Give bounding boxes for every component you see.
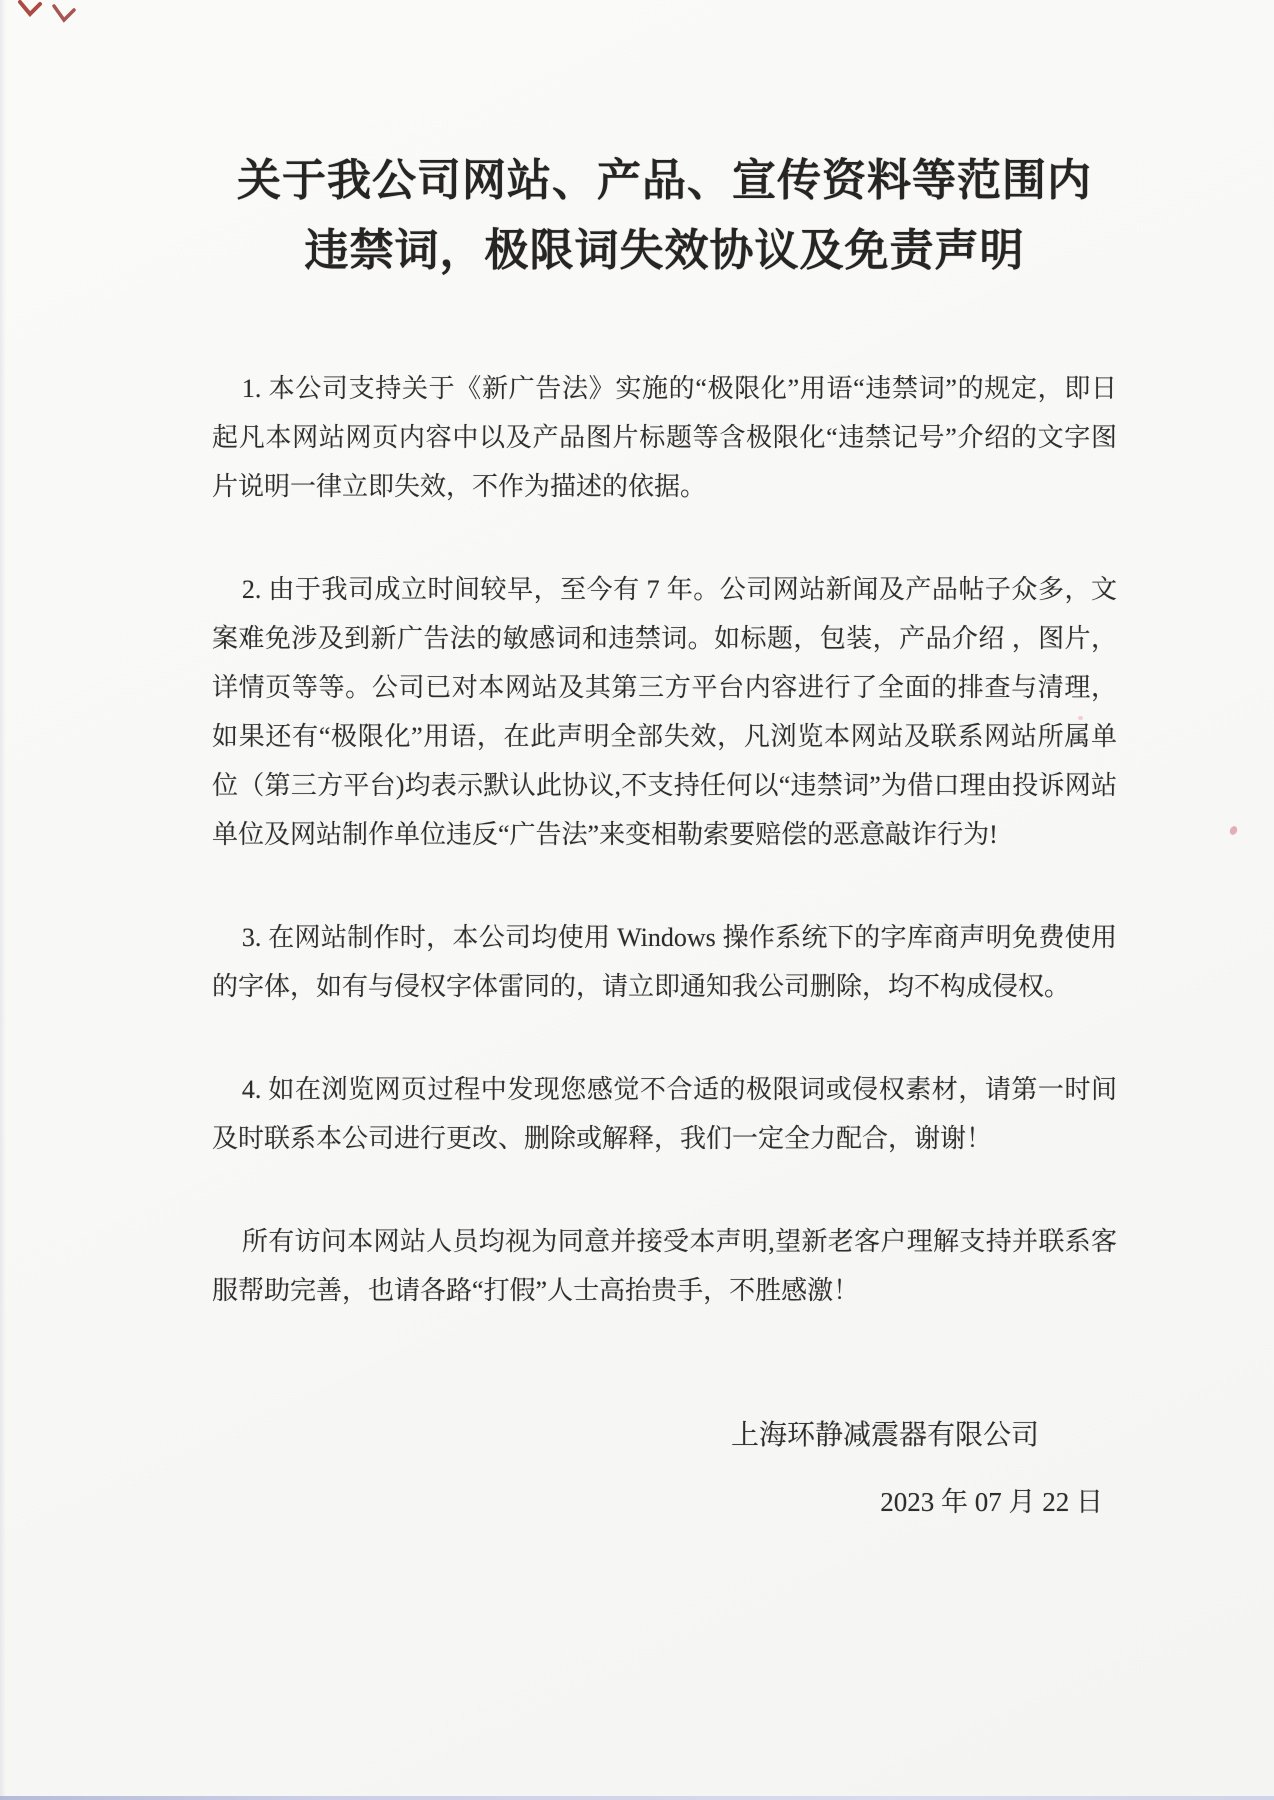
title-line-1: 关于我公司网站、产品、宣传资料等范围内 [237,156,1092,205]
paragraph-2: 2. 由于我司成立时间较早，至今有 7 年。公司网站新闻及产品帖子众多，文案难免涉及到新广告法的敏感词和违禁词。如标题，包装，产品介绍 ，图片，详情页等等。公司已对本网站及其第三方平台内容进行了全面的排查与清理，如果还有“极限化”用语，在此声明全部失效，凡浏览本网站及联系网站所属单位（第三方平台)均表示默认此协议,不支持任何以“违禁词”为借口理由投诉网站单位及网站制作单位违反“广告法”来变相勒索要赔偿的恶意敲诈行为! [212,575,1117,849]
title-line-2: 违禁词，极限词失效协议及免责声明 [304,226,1025,275]
document-title [212,146,1117,286]
document-date: 2023 年 07 月 22 日 [880,1487,1103,1517]
document-body [212,364,1117,1315]
scan-speck [1078,716,1083,720]
red-pen-marks-icon [14,0,84,36]
closing-paragraph: 所有访问本网站人员均视为同意并接受本声明,望新老客户理解支持并联系客服帮助完善，也请各路“打假”人士高抬贵手，不胜感激！ [212,1227,1117,1305]
scan-bottom-edge [0,1796,1274,1800]
paragraph-3: 3. 在网站制作时，本公司均使用 Windows 操作系统下的字库商声明免费使用的字体，如有与侵权字体雷同的，请立即通知我公司删除，均不构成侵权。 [212,923,1117,1001]
paragraph-4: 4. 如在浏览网页过程中发现您感觉不合适的极限词或侵权素材，请第一时间及时联系本公司进行更改、删除或解释，我们一定全力配合，谢谢！ [212,1075,1117,1153]
scan-left-shade [0,0,6,1800]
paragraph-1: 1. 本公司支持关于《新广告法》实施的“极限化”用语“违禁词”的规定，即日起凡本网站网页内容中以及产品图片标题等含极限化“违禁记号”介绍的文字图片说明一律立即失效，不作为描述的依据。 [212,374,1117,501]
company-signature: 上海环静减震器有限公司 [730,1420,1039,1451]
document-content [212,0,1117,1527]
scan-speck [1228,825,1238,836]
